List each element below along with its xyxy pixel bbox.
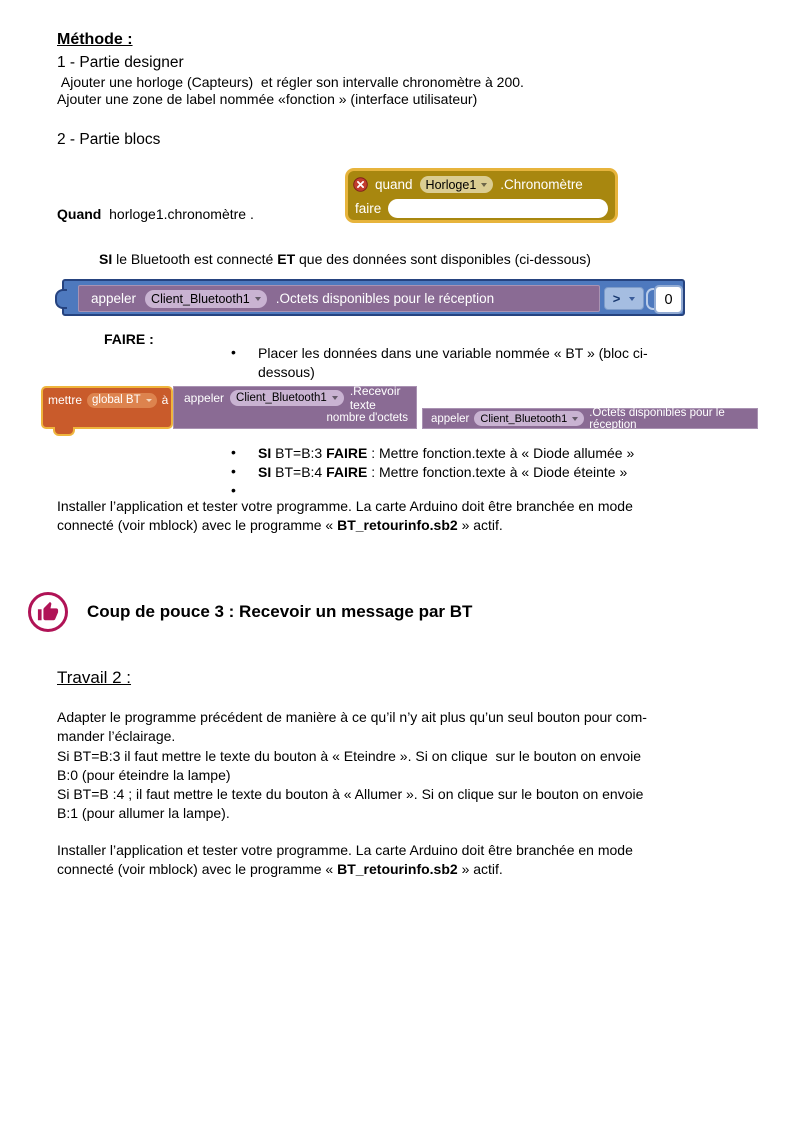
call-keyword: appeler [91, 291, 137, 306]
travail-heading: Travail 2 : [57, 668, 132, 687]
number-value: 0 [664, 291, 673, 308]
operator-dropdown [604, 287, 644, 310]
when-keyword: quand [375, 177, 413, 192]
blocs-heading: 2 - Partie blocs [57, 131, 161, 148]
thumbs-up-icon [37, 601, 59, 623]
number-value-block [654, 285, 683, 314]
component-dropdown [230, 390, 344, 406]
call-keyword: appeler [431, 412, 470, 425]
travail-line: Si BT=B:3 il faut mettre le texte du bouton à « Eteindre ». Si on clique sur le bouton on envoie [57, 747, 642, 764]
variable-dropdown [87, 393, 157, 408]
variable-name: global BT [92, 394, 141, 406]
install-text2: » actif. [457, 517, 503, 534]
do-keyword: faire [355, 201, 382, 216]
bullet-marker: • [231, 482, 236, 498]
designer-line: Ajouter une horloge (Capteurs) et régler son intervalle chronomètre à 200. [57, 74, 524, 90]
program-name: BT_retourinfo.sb2 [337, 517, 458, 534]
component-dropdown [145, 290, 267, 308]
bullet-marker: • [231, 344, 236, 360]
dropdown-arrow-icon [255, 297, 261, 301]
call-keyword: appeler [184, 390, 225, 405]
operator: > [612, 291, 621, 306]
component-name: Client_Bluetooth1 [480, 412, 568, 425]
si-bold: SI [258, 445, 272, 461]
si-text2: que des données sont disponibles (ci-dessous) [295, 251, 591, 267]
designer-line: Ajouter une zone de label nommée «fonction » (interface utilisateur) [57, 90, 478, 107]
travail-paragraph [57, 708, 769, 824]
bullet-si3 [231, 444, 634, 463]
set-bt-block [41, 383, 758, 436]
method-name: .Octets disponibles pour le réception [275, 291, 495, 306]
coup-de-pouce-title: Coup de pouce 3 : Recevoir un message par BT [87, 602, 473, 621]
arg-label: nombre d'octets [326, 412, 408, 424]
travail-line: Adapter le programme précédent de manière à ce qu’il n’y ait plus qu’un seul bouton pour com- [57, 709, 647, 725]
install-paragraph [57, 497, 767, 536]
error-icon [353, 177, 368, 192]
si-bold: SI [258, 464, 272, 480]
receive-text-block [173, 383, 417, 429]
methode-heading: Méthode : [57, 31, 133, 48]
bullet-empty [231, 482, 258, 498]
dropdown-arrow-icon [146, 399, 152, 402]
bullet-si4 [231, 463, 627, 482]
method-name: .Recevoir texte [349, 383, 401, 412]
bluetooth-available-block [62, 279, 685, 316]
method-name: .Octets disponibles pour le réception [589, 406, 725, 431]
bullet-text-line: Placer les données dans une variable nommée « BT » (bloc ci- [258, 345, 648, 361]
install-line: Installer l’application et tester votre programme. La carte Arduino doit être branchée en mode [57, 498, 633, 514]
to-keyword: à [161, 393, 169, 407]
bullet-text2: : Mettre fonction.texte à « Diode allumée » [367, 445, 635, 461]
install-text: connecté (voir mblock) avec le programme « [57, 517, 338, 534]
caption-bold: Quand [57, 206, 102, 222]
travail-line: mander l’éclairage. [57, 728, 176, 745]
socket-icon [646, 288, 654, 310]
program-name: BT_retourinfo.sb2 [337, 861, 458, 878]
install-line: Installer l’application et tester votre programme. La carte Arduino doit être branchée en mode [57, 842, 633, 858]
bullet-marker: • [231, 463, 236, 479]
bullet-text: BT=B:3 [271, 445, 327, 461]
install-paragraph-2 [57, 841, 767, 880]
designer-paragraph [57, 74, 757, 107]
component-dropdown [474, 411, 584, 426]
coup-de-pouce-badge [28, 592, 68, 632]
install-text2: » actif. [457, 861, 503, 878]
faire-bold: FAIRE [326, 464, 368, 480]
dropdown-arrow-icon [481, 183, 487, 187]
faire-label: FAIRE : [104, 331, 154, 347]
set-keyword: mettre [48, 393, 83, 407]
when-clock-timer-block [345, 168, 618, 223]
dropdown-arrow-icon [572, 417, 578, 421]
install-line [57, 516, 767, 535]
dropdown-arrow-icon [332, 396, 338, 400]
set-variable-block [41, 386, 173, 429]
si-text: le Bluetooth est connecté [112, 251, 278, 267]
faire-bold: FAIRE [326, 445, 368, 461]
puzzle-tab-icon [55, 289, 67, 309]
designer-heading: 1 - Partie designer [57, 54, 184, 71]
caption-rest: horloge1.chronomètre . [101, 206, 254, 222]
install-line [57, 860, 767, 879]
si-bold: SI [99, 251, 113, 267]
install-text: connecté (voir mblock) avec le programme « [57, 861, 338, 878]
do-slot [388, 199, 608, 218]
when-clock-caption [57, 205, 254, 224]
component-dropdown [420, 176, 494, 193]
octets-available-block [422, 408, 758, 429]
travail-line: B:1 (pour allumer la lampe). [57, 805, 230, 822]
component-name: Client_Bluetooth1 [151, 291, 250, 306]
bullet-text: BT=B:4 [271, 464, 327, 480]
bullet-text2: : Mettre fonction.texte à « Diode éteinte » [367, 464, 628, 480]
component-name: Client_Bluetooth1 [236, 391, 327, 404]
bullet-marker: • [231, 444, 236, 460]
si-condition-line [99, 250, 591, 269]
travail-line: Si BT=B :4 ; il faut mettre le texte du bouton à « Allumer ». Si on clique sur le bouton on envoie [57, 786, 644, 803]
bullet-text-line: dessous) [258, 364, 315, 381]
event-name: .Chronomètre [500, 177, 583, 192]
dropdown-arrow-icon [629, 297, 635, 301]
component-name: Horloge1 [425, 177, 477, 192]
travail-line: B:0 (pour éteindre la lampe) [57, 766, 231, 783]
et-bold: ET [277, 251, 296, 267]
puzzle-bump-icon [53, 427, 75, 436]
bullet-placer [231, 344, 648, 383]
